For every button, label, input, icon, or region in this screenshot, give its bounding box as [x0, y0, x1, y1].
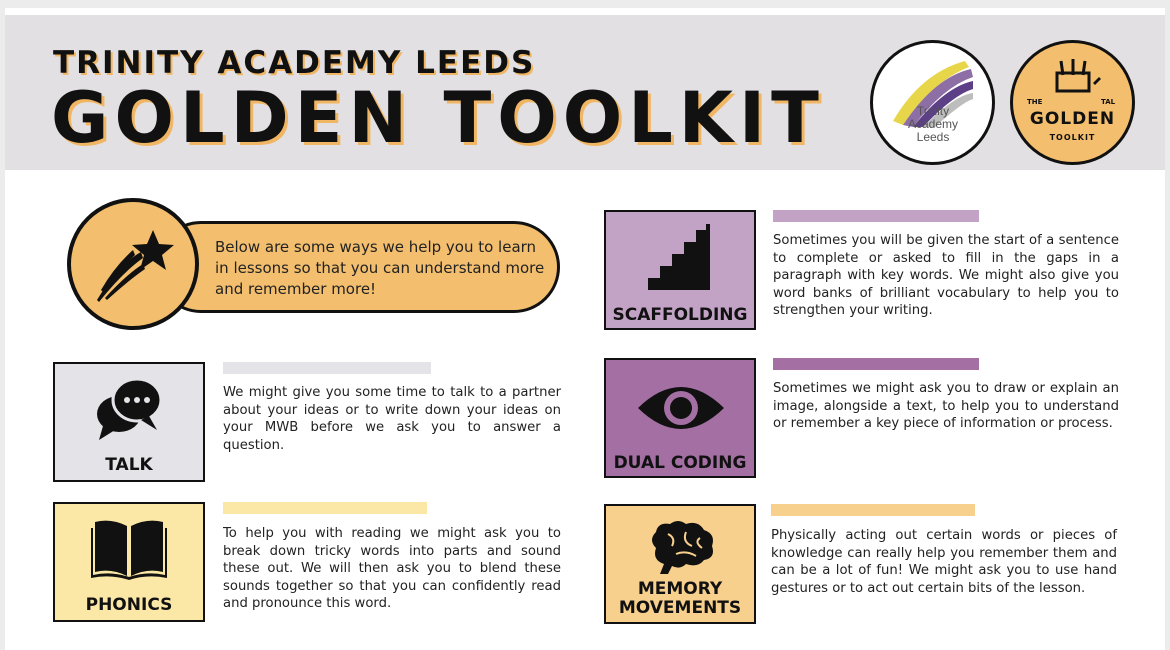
trinity-swoosh-icon — [873, 43, 992, 162]
tool-label: MEMORY — [637, 579, 723, 599]
scaffolding-card — [604, 210, 756, 330]
trinity-logo-line: Trinity — [916, 104, 950, 118]
toolkit-poster — [5, 8, 1165, 650]
talk-card — [53, 362, 205, 482]
trinity-logo-text — [893, 105, 973, 144]
tool-label: MOVEMENTS — [618, 598, 742, 618]
tool-description: We might give you some time to talk to a partner about your ideas or to write down your ideas on your MWB before we ask you to answer a question. — [223, 385, 561, 453]
tool-label: SCAFFOLDING — [612, 305, 748, 325]
intro-banner — [155, 221, 560, 313]
accent-bar — [773, 358, 979, 370]
memory-movements-card — [604, 504, 756, 624]
stairs-icon — [648, 224, 716, 290]
trinity-academy-logo — [870, 40, 995, 165]
tool-description: Physically acting out certain words or pieces of knowledge can really help you remember them and can be a lot of fun! We might ask you to use hand gestures or to act out certain bits of the lesson. — [771, 528, 1117, 596]
golden-logo-the: THE — [1027, 98, 1043, 106]
tool-label: TALK — [105, 455, 153, 475]
accent-bar — [223, 362, 431, 374]
shooting-star-icon — [71, 202, 195, 326]
tool-description: Sometimes we might ask you to draw or explain an image, alongside a text, to help you to understand or remember a key piece of information or process. — [773, 381, 1119, 431]
dual-coding-card — [604, 358, 756, 478]
phonics-card — [53, 502, 205, 622]
page-title: GOLDEN TOOLKIT — [51, 77, 825, 159]
tool-description: To help you with reading we might ask you to break down tricky words into parts and sound these out. We will then ask you to blend these sounds together so that you can confidently read and pronounce this word. — [223, 526, 561, 611]
trinity-logo-line: Academy — [907, 117, 959, 131]
eye-icon — [636, 380, 726, 436]
accent-bar — [223, 502, 427, 514]
golden-logo-subword: TOOLKIT — [1049, 133, 1096, 142]
header-banner — [5, 15, 1165, 170]
tool-label: DUAL CODING — [613, 453, 747, 473]
open-book-icon — [89, 516, 169, 582]
intro-text: Below are some ways we help you to learn in lessons so that you can understand more and remember more! — [215, 238, 545, 298]
golden-toolkit-logo — [1010, 40, 1135, 165]
speech-bubbles-icon — [93, 374, 165, 444]
intro-icon-circle — [67, 198, 199, 330]
golden-logo-word: GOLDEN — [1029, 109, 1116, 129]
trinity-logo-line: Leeds — [916, 130, 950, 144]
tool-description: Sometimes you will be given the start of a sentence to complete or asked to fill in the gaps in a paragraph with key words. We might also give you word banks of brilliant vocabulary to help you to strengthen your writing. — [773, 233, 1119, 318]
school-name: TRINITY ACADEMY LEEDS — [53, 45, 536, 81]
brain-icon — [646, 518, 718, 576]
accent-bar — [773, 210, 979, 222]
tool-label: PHONICS — [85, 595, 173, 615]
accent-bar — [771, 504, 975, 516]
golden-logo-tal: TAL — [1101, 98, 1116, 106]
